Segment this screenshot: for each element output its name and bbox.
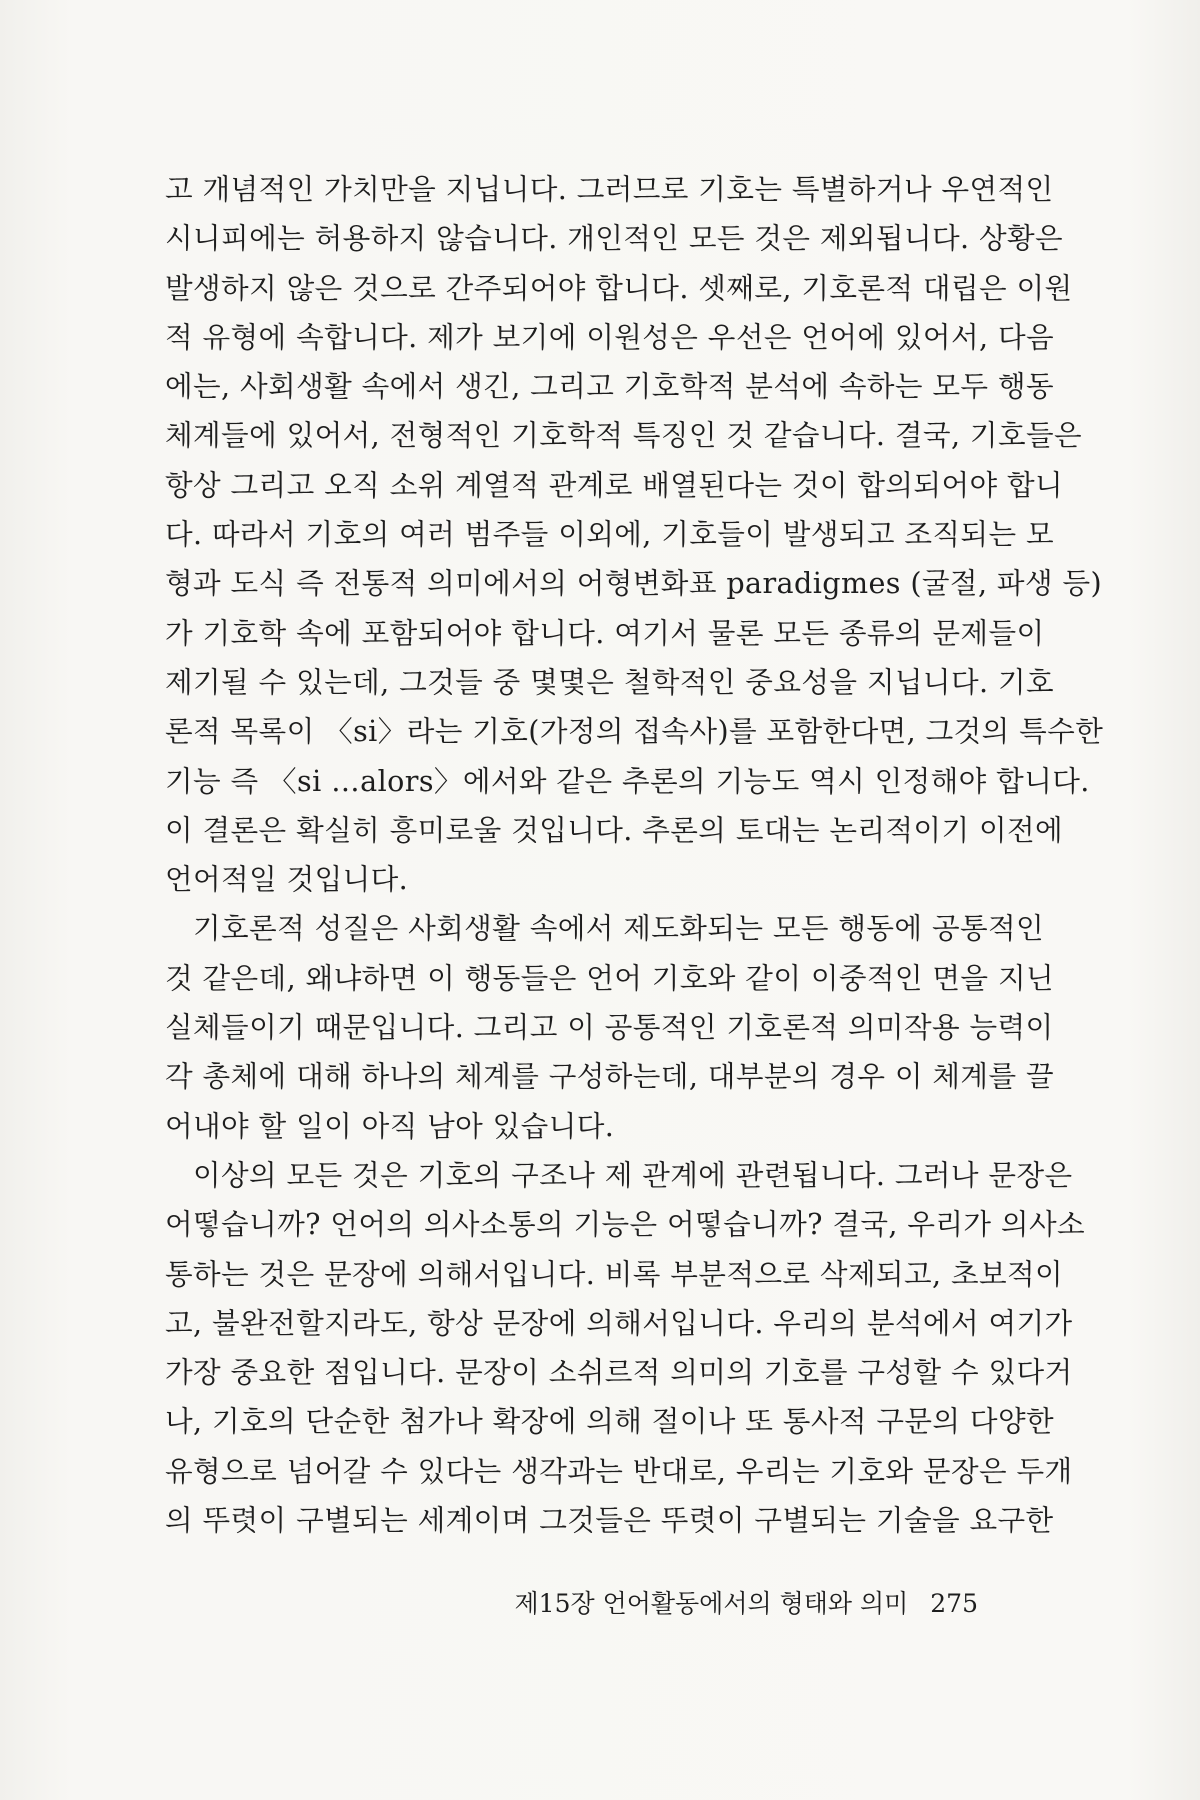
page-footer bbox=[165, 1584, 978, 1620]
text-line: 론적 목록이 〈si〉라는 기호(가정의 접속사)를 포함한다면, 그것의 특수한 bbox=[165, 714, 1104, 749]
text-line: 유형으로 넘어갈 수 있다는 생각과는 반대로, 우리는 기호와 문장은 두개 bbox=[165, 1453, 1073, 1488]
text-line: 고, 불완전할지라도, 항상 문장에 의해서입니다. 우리의 분석에서 여기가 bbox=[165, 1305, 1073, 1340]
text-line: 적 유형에 속합니다. 제가 보기에 이원성은 우선은 언어에 있어서, 다음 bbox=[165, 319, 1054, 354]
text-line: 체계들에 있어서, 전형적인 기호학적 특징인 것 같습니다. 결국, 기호들은 bbox=[165, 418, 1083, 453]
paragraph-start-line: 기호론적 성질은 사회생활 속에서 제도화되는 모든 행동에 공통적인 bbox=[193, 911, 1045, 946]
page-number: 275 bbox=[930, 1589, 978, 1618]
text-line: 각 총체에 대해 하나의 체계를 구성하는데, 대부분의 경우 이 체계를 끌 bbox=[165, 1059, 1054, 1094]
text-line: 실체들이기 때문입니다. 그리고 이 공통적인 기호론적 의미작용 능력이 bbox=[165, 1010, 1054, 1045]
text-line: 언어적일 것입니다. bbox=[165, 862, 409, 897]
text-line: 어내야 할 일이 아직 남아 있습니다. bbox=[165, 1108, 615, 1143]
text-line: 이 결론은 확실히 흥미로울 것입니다. 추론의 토대는 논리적이기 이전에 bbox=[165, 812, 1064, 847]
text-line: 항상 그리고 오직 소위 계열적 관계로 배열된다는 것이 합의되어야 합니 bbox=[165, 467, 1064, 502]
text-line: 어떻습니까? 언어의 의사소통의 기능은 어떻습니까? 결국, 우리가 의사소 bbox=[165, 1207, 1085, 1242]
paragraph-start-line: 이상의 모든 것은 기호의 구조나 제 관계에 관련됩니다. 그러나 문장은 bbox=[193, 1157, 1073, 1192]
text-line: 의 뚜렷이 구별되는 세계이며 그것들은 뚜렷이 구별되는 기술을 요구한 bbox=[165, 1503, 1054, 1538]
text-line: 것 같은데, 왜냐하면 이 행동들은 언어 기호와 같이 이중적인 면을 지닌 bbox=[165, 960, 1054, 995]
text-line: 형과 도식 즉 전통적 의미에서의 어형변화표 paradigmes (굴절, 파생 등) bbox=[165, 566, 1103, 601]
text-line: 발생하지 않은 것으로 간주되어야 합니다. 셋째로, 기호론적 대립은 이원 bbox=[165, 270, 1073, 305]
text-line: 기능 즉 〈si …alors〉에서와 같은 추론의 기능도 역시 인정해야 합니다. bbox=[165, 763, 1090, 798]
text-line: 나, 기호의 단순한 첨가나 확장에 의해 절이나 또 통사적 구문의 다양한 bbox=[165, 1404, 1054, 1439]
text-line: 제기될 수 있는데, 그것들 중 몇몇은 철학적인 중요성을 지닙니다. 기호 bbox=[165, 664, 1054, 699]
running-footer-chapter-title: 제15장 언어활동에서의 형태와 의미 bbox=[514, 1589, 909, 1618]
text-line: 가장 중요한 점입니다. 문장이 소쉬르적 의미의 기호를 구성할 수 있다거 bbox=[165, 1355, 1073, 1390]
text-line: 가 기호학 속에 포함되어야 합니다. 여기서 물론 모든 종류의 문제들이 bbox=[165, 615, 1045, 650]
text-line: 다. 따라서 기호의 여러 범주들 이외에, 기호들이 발생되고 조직되는 모 bbox=[165, 517, 1054, 552]
text-line: 시니피에는 허용하지 않습니다. 개인적인 모든 것은 제외됩니다. 상황은 bbox=[165, 221, 1064, 256]
text-line: 고 개념적인 가치만을 지닙니다. 그러므로 기호는 특별하거나 우연적인 bbox=[165, 172, 1054, 206]
body-text bbox=[165, 165, 1104, 1545]
text-line: 통하는 것은 문장에 의해서입니다. 비록 부분적으로 삭제되고, 초보적이 bbox=[165, 1256, 1064, 1291]
text-line: 에는, 사회생활 속에서 생긴, 그리고 기호학적 분석에 속하는 모두 행동 bbox=[165, 369, 1054, 404]
